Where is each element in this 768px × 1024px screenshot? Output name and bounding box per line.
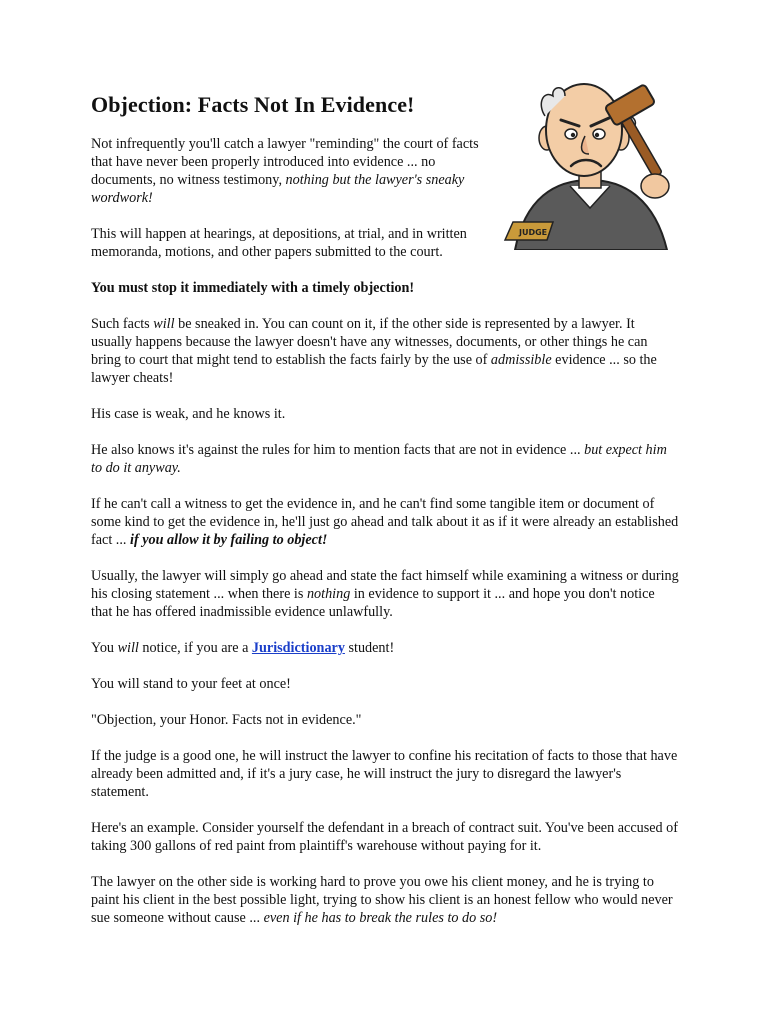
paragraph-closing-statement: Usually, the lawyer will simply go ahead and state the fact himself while examining a witness or during his closing statement ... when there is nothing in evidence to support it ... and hope you don't notice that he has offered inadmissible evidence unlawfully. (91, 568, 679, 620)
svg-text:JUDGE: JUDGE (519, 228, 548, 237)
paragraph-objection-quote: "Objection, your Honor. Facts not in evidence." (91, 712, 362, 728)
paragraph-stop-it: You must stop it immediately with a timely objection! (91, 280, 415, 296)
paragraph-other-lawyer: The lawyer on the other side is working hard to prove you owe his client money, and he is trying to paint his client in the best possible light, trying to show his client is an honest fellow who would never sue someone without cause ... even if he has to break the rules to do so! (91, 874, 673, 926)
paragraph-you-will-notice: You will notice, if you are a Jurisdictionary student! (91, 640, 395, 656)
paragraph-stand-up: You will stand to your feet at once! (91, 676, 291, 692)
paragraph-where: This will happen at hearings, at depositions, at trial, and in written memoranda, motions, and other papers submitted to the court. (91, 226, 467, 260)
page-title: Objection: Facts Not In Evidence! (91, 92, 415, 117)
paragraph-intro: Not infrequently you'll catch a lawyer "reminding" the court of facts that have never been properly introduced into evidence ... no documents, no witness testimony, nothing but the lawyer's sneaky wordwork! (91, 136, 479, 206)
paragraph-rules: He also knows it's against the rules for him to mention facts that are not in evidence ... but expect him to do it anyway. (91, 442, 667, 476)
jurisdictionary-link[interactable]: Jurisdictionary (251, 640, 345, 656)
article (91, 90, 679, 945)
paragraph-established-fact: If he can't call a witness to get the evidence in, and he can't find some tangible item or document of some kind to get the evidence in, he'll just go ahead and talk about it as if it were already an established fact ... if you allow it by failing to object! (91, 496, 679, 548)
paragraph-good-judge: If the judge is a good one, he will instruct the lawyer to confine his recitation of facts to those that have already been admitted and, if it's a jury case, he will instruct the jury to disregard the lawyer's statement. (91, 748, 678, 800)
paragraph-weak-case: His case is weak, and he knows it. (91, 406, 286, 422)
paragraph-example: Here's an example. Consider yourself the defendant in a breach of contract suit. You've been accused of taking 300 gallons of red paint from plaintiff's warehouse without paying for it. (91, 820, 678, 854)
paragraph-sneaked-in: Such facts will be sneaked in. You can count on it, if the other side is represented by a lawyer. It usually happens because the lawyer doesn't have any witnesses, documents, or other things he can bring to court that might tend to establish the facts fairly by the use of admissible evidence ... so the lawyer cheats! (91, 316, 657, 386)
